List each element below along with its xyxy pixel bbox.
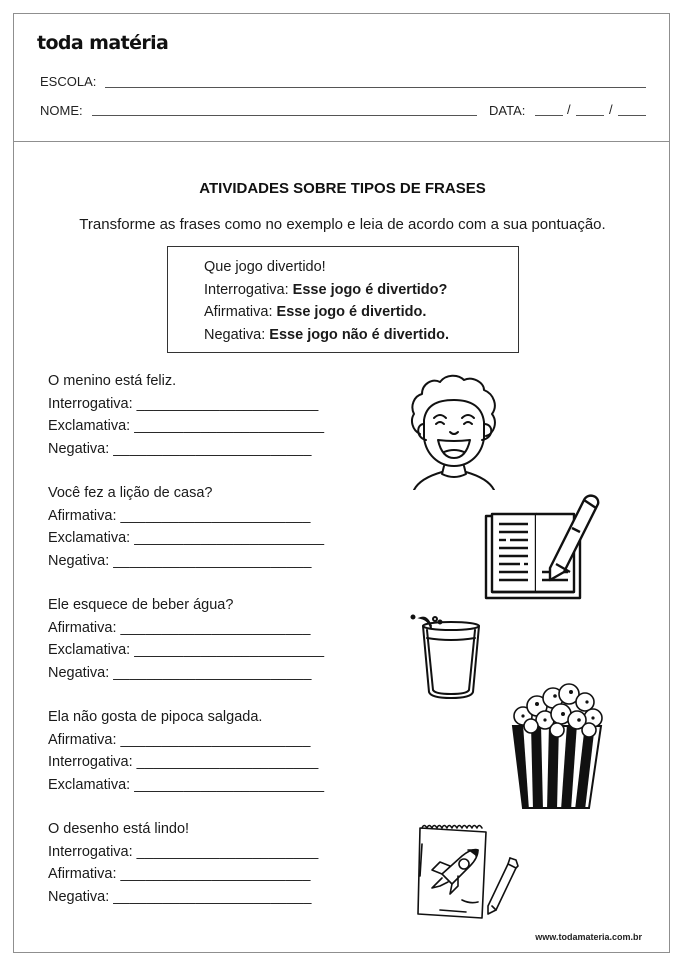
row-label: Afirmativa:	[48, 866, 117, 882]
answer-blank[interactable]: _______________________	[134, 776, 325, 793]
answer-blank[interactable]: ________________________	[113, 888, 312, 905]
answer-blank[interactable]: _______________________	[134, 642, 325, 658]
name-label: NOME:	[40, 103, 83, 118]
example-label: Interrogativa:	[204, 281, 289, 298]
answer-row	[48, 550, 324, 573]
example-line	[204, 301, 518, 324]
row-label: Interrogativa:	[48, 395, 133, 412]
example-answer: Esse jogo é divertido?	[292, 281, 448, 298]
popcorn-bucket-icon	[509, 676, 603, 810]
row-label: Negativa:	[48, 552, 110, 569]
laughing-boy-icon	[408, 372, 500, 490]
answer-blank[interactable]: _______________________	[120, 507, 311, 524]
answer-blank[interactable]: _______________________	[134, 530, 325, 546]
book-and-pencil-icon	[484, 488, 610, 600]
row-label: Interrogativa:	[48, 843, 133, 860]
answer-row	[48, 505, 324, 528]
row-label: Negativa:	[48, 888, 110, 905]
example-line	[204, 279, 518, 302]
answer-blank[interactable]: ______________________	[136, 754, 319, 770]
worksheet-title: ATIVIDADES SOBRE TIPOS DE FRASES	[199, 180, 486, 197]
answer-row	[48, 415, 324, 438]
example-answer: Esse jogo é divertido.	[276, 304, 427, 320]
row-label: Exclamativa:	[48, 642, 131, 658]
row-label: Negativa:	[48, 440, 110, 457]
row-label: Interrogativa:	[48, 754, 133, 770]
date-month-field[interactable]	[576, 115, 604, 116]
answer-blank[interactable]: ________________________	[113, 664, 312, 681]
exercise-5	[48, 818, 319, 908]
answer-blank[interactable]: ______________________	[136, 843, 319, 860]
date-day-field[interactable]	[535, 115, 563, 116]
answer-row	[48, 527, 324, 550]
notepad-rocket-drawing-icon	[412, 822, 534, 920]
school-label: ESCOLA:	[40, 74, 97, 89]
exercise-sentence: Ela não gosta de pipoca salgada.	[48, 709, 263, 725]
exercise-3	[48, 594, 324, 684]
exercise-4	[48, 706, 324, 796]
date-separator: /	[609, 102, 613, 117]
example-line	[204, 324, 518, 347]
answer-row	[48, 729, 324, 752]
answer-row	[48, 438, 324, 461]
answer-row	[48, 639, 324, 662]
date-separator: /	[567, 102, 571, 117]
answer-blank[interactable]: _______________________	[120, 731, 311, 748]
brand-logo: toda matéria	[37, 32, 169, 54]
exercise-2	[48, 482, 324, 572]
row-label: Exclamativa:	[48, 776, 131, 793]
website-url: www.todamateria.com.br	[535, 932, 642, 942]
exercise-sentence: Você fez a lição de casa?	[48, 485, 213, 501]
answer-blank[interactable]: _______________________	[120, 866, 311, 882]
row-label: Afirmativa:	[48, 507, 117, 524]
exercise-sentence: O menino está feliz.	[48, 373, 177, 389]
answer-row	[48, 393, 324, 416]
answer-blank[interactable]: ________________________	[113, 552, 312, 569]
answer-row	[48, 751, 324, 774]
answer-row	[48, 662, 324, 685]
answer-blank[interactable]: _______________________	[134, 418, 325, 434]
answer-row	[48, 863, 319, 886]
worksheet-instruction: Transforme as frases como no exemplo e leia de acordo com a sua pontuação.	[79, 216, 606, 233]
answer-row	[48, 886, 319, 909]
example-sentence: Que jogo divertido!	[204, 259, 326, 275]
row-label: Afirmativa:	[48, 619, 117, 636]
answer-row	[48, 617, 324, 640]
example-answer: Esse jogo não é divertido.	[269, 326, 449, 343]
school-field[interactable]	[105, 87, 646, 88]
name-field[interactable]	[92, 115, 477, 116]
row-label: Afirmativa:	[48, 731, 117, 748]
row-label: Exclamativa:	[48, 418, 131, 434]
date-year-field[interactable]	[618, 115, 646, 116]
glass-of-water-icon	[409, 614, 483, 700]
example-label: Afirmativa:	[204, 304, 273, 320]
exercise-1	[48, 370, 324, 460]
answer-blank[interactable]: ________________________	[113, 440, 312, 457]
example-label: Negativa:	[204, 326, 266, 343]
answer-blank[interactable]: _______________________	[120, 619, 311, 636]
date-label: DATA:	[489, 103, 526, 118]
answer-row	[48, 774, 324, 797]
exercise-sentence: Ele esquece de beber água?	[48, 597, 234, 613]
header-divider	[13, 141, 670, 142]
exercise-sentence: O desenho está lindo!	[48, 821, 190, 837]
row-label: Negativa:	[48, 664, 110, 681]
answer-row	[48, 841, 319, 864]
example-box	[167, 246, 519, 353]
row-label: Exclamativa:	[48, 530, 131, 546]
answer-blank[interactable]: ______________________	[136, 395, 319, 412]
